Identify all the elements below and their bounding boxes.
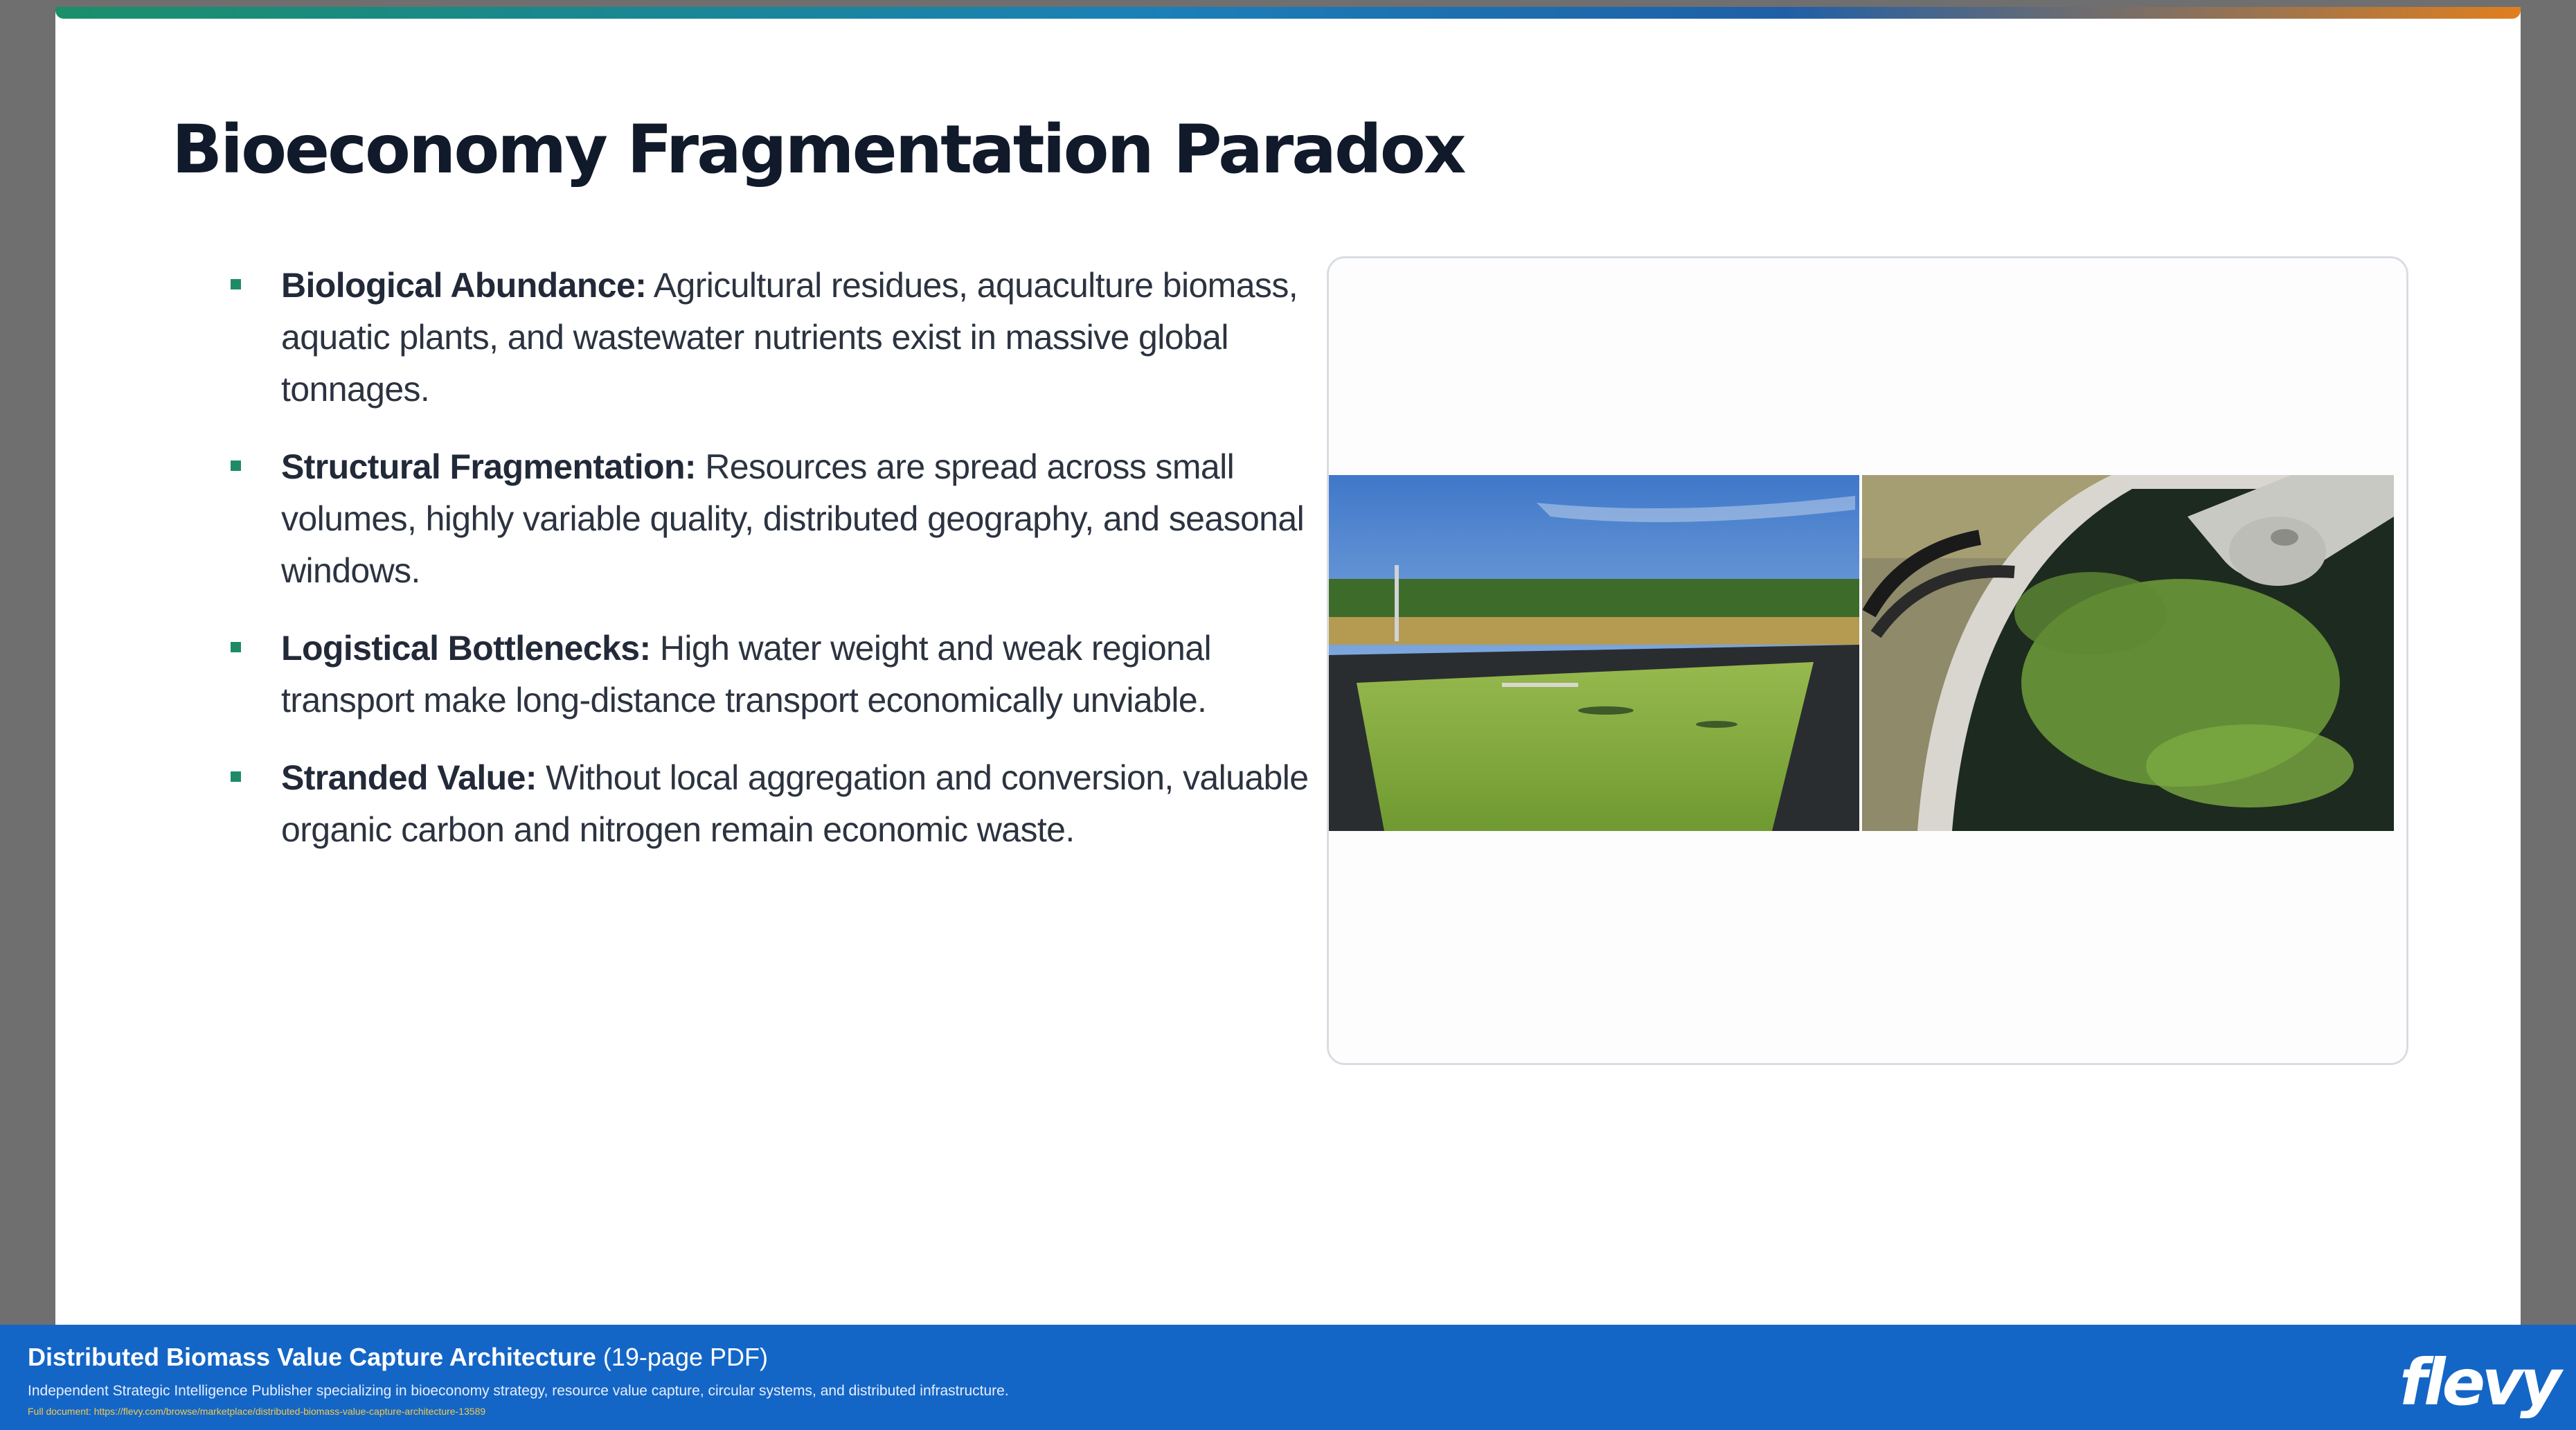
bullet-term: Biological Abundance:: [281, 266, 647, 305]
bullet-text: Without local aggregation and conversion, valuable organic carbon and nitrogen remain economic waste.: [281, 758, 1309, 849]
document-meta: (19-page PDF): [596, 1343, 768, 1371]
slide: [55, 7, 2521, 1326]
top-accent-bar: [55, 7, 2521, 19]
bullet-item: [172, 260, 1321, 415]
bullet-item: [172, 752, 1321, 856]
publisher-description: Independent Strategic Intelligence Publisher specializing in bioeconomy strategy, resource value capture, circular systems, and distributed infrastructure.: [28, 1383, 1009, 1399]
bullet-term: Logistical Bottlenecks:: [281, 629, 651, 668]
document-name: Distributed Biomass Value Capture Architecture: [28, 1343, 596, 1371]
bullet-list: [172, 260, 1321, 882]
bullet-item: [172, 623, 1321, 726]
bullet-text: Resources are spread across small volumes, highly variable quality, distributed geography, and seasonal windows.: [281, 447, 1305, 590]
bullet-item: [172, 441, 1321, 597]
square-bullet-icon: [231, 642, 241, 652]
footer-bar: [0, 1325, 2576, 1430]
footer-document-title[interactable]: [28, 1343, 768, 1372]
bullet-term: Stranded Value:: [281, 758, 537, 797]
square-bullet-icon: [231, 279, 241, 289]
square-bullet-icon: [231, 461, 241, 471]
flevy-logo[interactable]: flevy: [2399, 1346, 2558, 1420]
treatment-tank-photo: [1862, 475, 2394, 831]
bullet-text: Agricultural residues, aquaculture biomass, aquatic plants, and wastewater nutrients exist in massive global tonnages.: [281, 266, 1298, 409]
slide-title: Bioeconomy Fragmentation Paradox: [172, 111, 1465, 188]
bullet-term: Structural Fragmentation:: [281, 447, 696, 486]
lagoon-photo: [1329, 475, 1859, 831]
square-bullet-icon: [231, 771, 241, 782]
bullet-text: High water weight and weak regional transport make long-distance transport economically unviable.: [281, 629, 1211, 720]
full-document-link[interactable]: Full document: https://flevy.com/browse/marketplace/distributed-biomass-value-capture-architecture-13589: [28, 1406, 486, 1417]
image-panel: [1327, 256, 2408, 1065]
